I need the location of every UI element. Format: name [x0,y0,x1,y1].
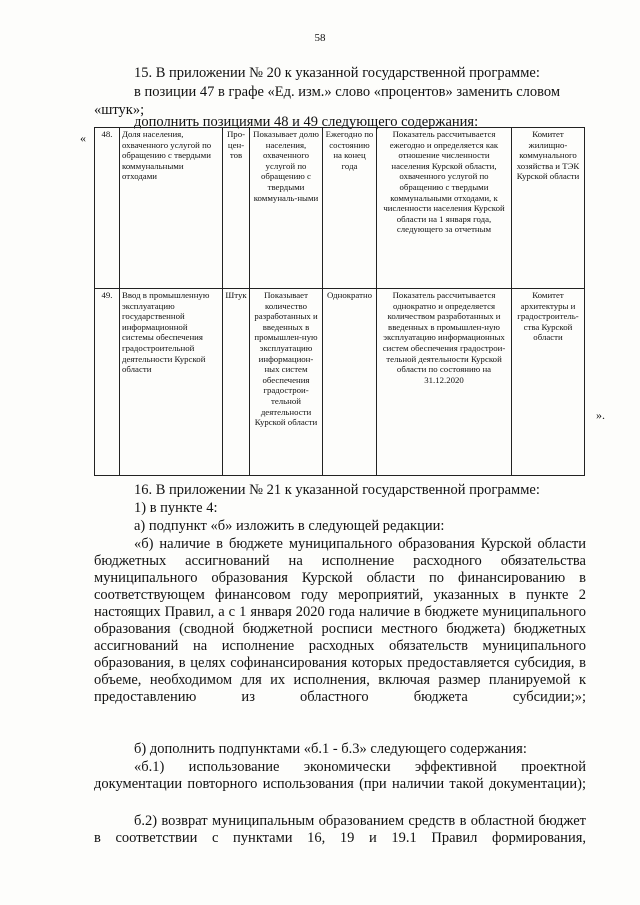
subpoint-b2-text: б.2) возврат муниципальным образованием средств в областной бюджет в соответствии с пунктами 16, 19 и 19.1 Правил формирования, [94,813,586,846]
row-48-unit: Про-цен-тов [223,128,250,289]
row-48-frequency: Ежегодно по состоянию на конец года [323,128,377,289]
table-row [95,128,585,289]
row-48-indicator: Доля населения, охваченного услугой по обращению с твердыми коммунальными отходами [120,128,223,289]
subpoint-b-text: «б) наличие в бюджете муниципального образования Курской области бюджетных ассигнований на исполнение расходного обязательства муниципального образования Курской области по финансированию в соответствующем финансовом году мероприятий, указанных в пункте 2 настоящих Правил, а с 1 января 2020 года наличие в бюджете муниципального образования (сводной бюджетной росписи местного бюджета) бюджетных ассигнований на исполнение расходных обязательств муниципального образования, в целях софинансирования которых предоставляется субсидия, в объеме, необходимом для их исполнения, включая размер планируемой к предоставлению из областного бюджета субсидии;»; [94,536,586,705]
item-16-title: 16. В приложении № 21 к указанной государственной программе: [134,482,540,498]
row-48-responsible: Комитет жилищно-коммунального хозяйства и ТЭК Курской области [512,128,585,289]
row-48-number: 48. [95,128,120,289]
row-49-method: Показатель рассчитывается однократно и определяется количеством разработанных и введенных в промышлен-ную эксплуатацию информационных систем обеспечения градострои-тельной деятельности Курской области по состоянию на 31.12.2020 [377,289,512,476]
row-48-method: Показатель рассчитывается ежегодно и определяется как отношение численности населения Курской области, охваченного услугой по обращению с твердыми коммунальными отходами, к численности населения Курской области на 1 января года, следующего за отчетным [377,128,512,289]
page-number: 58 [314,32,326,44]
positions-table [94,127,585,476]
item-15-add-positions: дополнить позициями 48 и 49 следующего содержания: [134,114,479,130]
table-row [95,289,585,476]
item-16-point-4: 1) в пункте 4: [134,500,218,516]
item-16-subpoint-b: б) дополнить подпунктами «б.1 - б.3» следующего содержания: [134,741,527,757]
item-15-position-47: в позиции 47 в графе «Ед. изм.» слово «процентов» заменить словом [134,84,561,100]
row-48-meaning: Показывает долю населения, охваченного услугой по обращению с твердыми коммуналь-ными [250,128,323,289]
row-49-meaning: Показывает количество разработанных и введенных в промышлен-ную эксплуатацию информацион-ных систем обеспечения градострои-тельной деятельности Курской области [250,289,323,476]
item-16-subpoint-a: а) подпункт «б» изложить в следующей редакции: [134,518,445,534]
subpoint-b1-text: «б.1) использование экономически эффективной проектной документации повторного использования (при наличии такой документации); [94,759,586,792]
row-49-unit: Штук [223,289,250,476]
item-15-title: 15. В приложении № 20 к указанной государственной программе: [134,65,540,81]
row-49-responsible: Комитет архитектуры и градостроитель-ства Курской области [512,289,585,476]
row-49-number: 49. [95,289,120,476]
row-49-indicator: Ввод в промышленную эксплуатацию государственной информационной системы обеспечения градостроительной деятельности Курской области [120,289,223,476]
row-49-frequency: Однократно [323,289,377,476]
item-15-word-shtuk: «штук»; [94,102,145,118]
closing-quote: ». [596,408,605,422]
opening-quote: « [80,131,86,145]
